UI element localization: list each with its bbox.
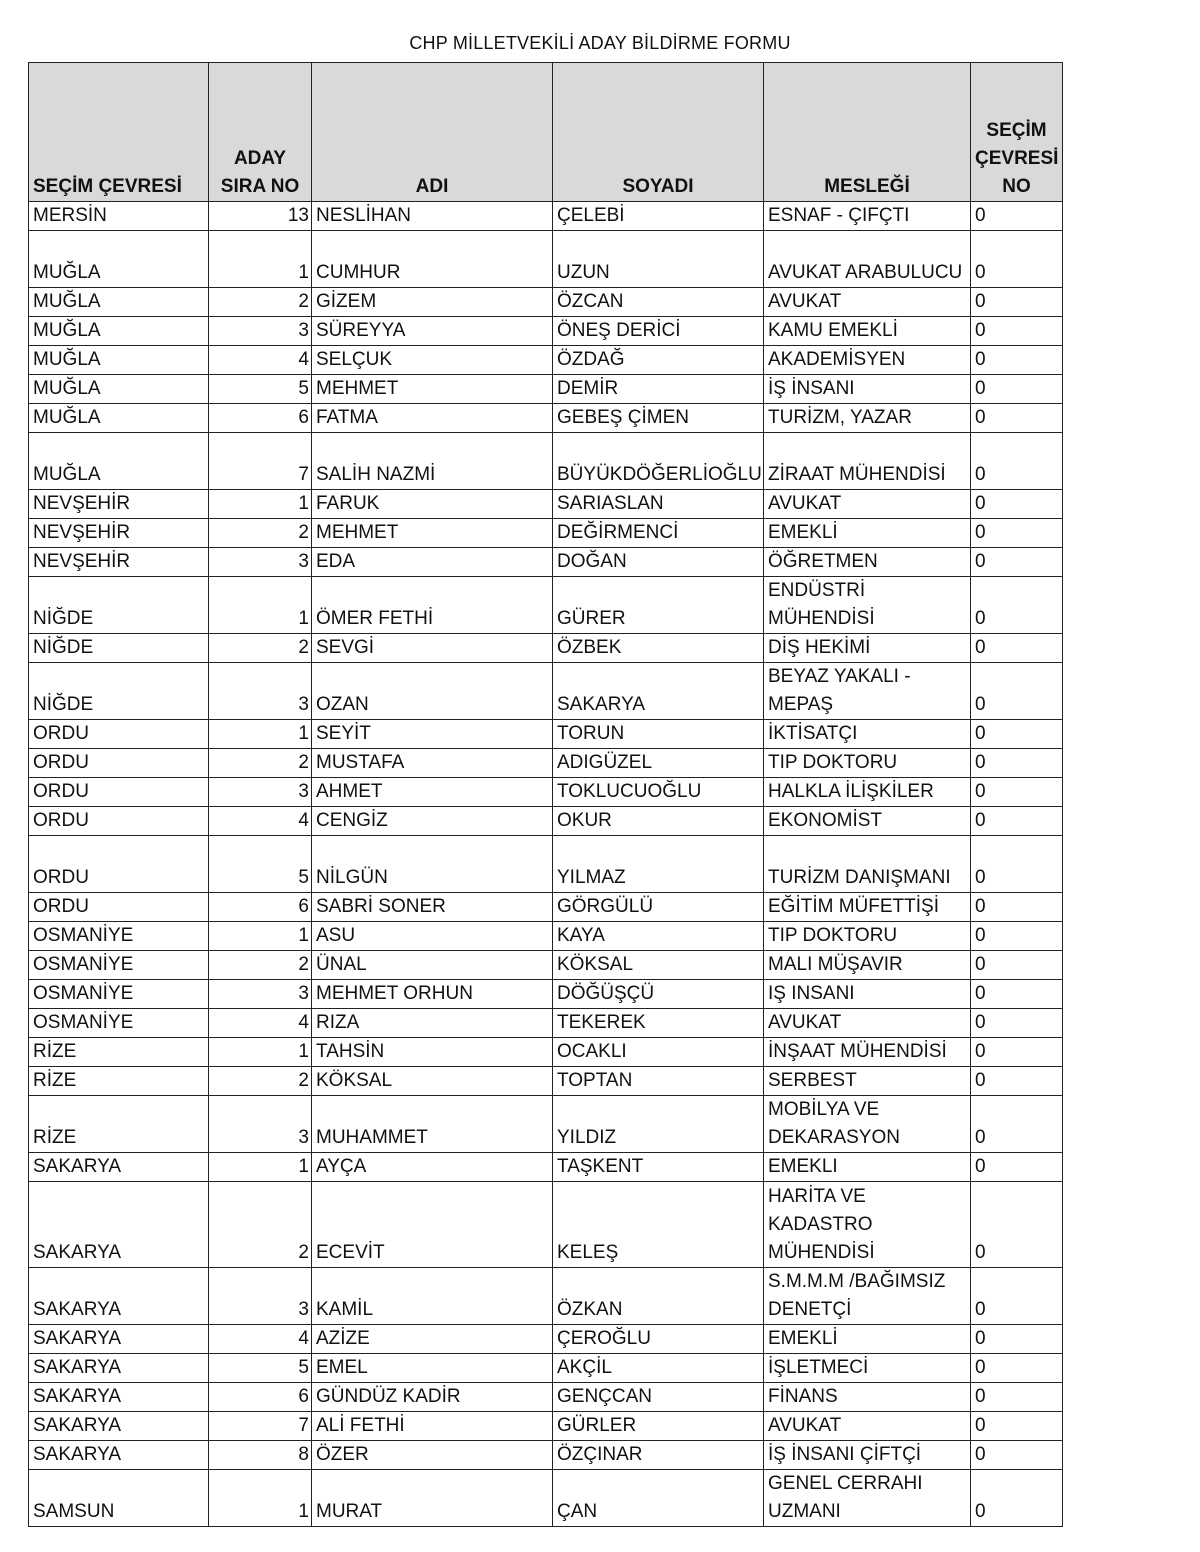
table-row: [29, 1440, 1063, 1469]
cell-adi: FARUK: [312, 490, 553, 519]
cell-secim-cevresi: NİĞDE: [29, 634, 209, 663]
cell-secim-cevresi-no: 0: [971, 202, 1063, 231]
cell-soyadi: ADIGÜZEL: [553, 749, 764, 778]
header-meslegi: MESLEĞİ: [764, 63, 971, 202]
cell-soyadi: UZUN: [553, 231, 764, 288]
table-row: [29, 951, 1063, 980]
table-row: [29, 1182, 1063, 1268]
cell-adi: SÜREYYA: [312, 317, 553, 346]
cell-soyadi: OKUR: [553, 807, 764, 836]
table-row: [29, 807, 1063, 836]
cell-soyadi: GÖRGÜLÜ: [553, 893, 764, 922]
cell-secim-cevresi: RİZE: [29, 1038, 209, 1067]
cell-secim-cevresi-no: 0: [971, 1182, 1063, 1268]
cell-secim-cevresi: NEVŞEHİR: [29, 490, 209, 519]
cell-secim-cevresi-no: 0: [971, 288, 1063, 317]
cell-adi: ALİ FETHİ: [312, 1411, 553, 1440]
cell-soyadi: BÜYÜKDÖĞERLİOĞLU: [553, 433, 764, 490]
cell-adi: ÖMER FETHİ: [312, 577, 553, 634]
cell-secim-cevresi-no: 0: [971, 778, 1063, 807]
cell-secim-cevresi-no: 0: [971, 1382, 1063, 1411]
cell-secim-cevresi: MUĞLA: [29, 231, 209, 288]
cell-meslegi: EKONOMİST: [764, 807, 971, 836]
cell-secim-cevresi: SAKARYA: [29, 1353, 209, 1382]
cell-meslegi: TURİZM DANIŞMANI: [764, 836, 971, 893]
cell-secim-cevresi-no: 0: [971, 317, 1063, 346]
cell-adi: SABRİ SONER: [312, 893, 553, 922]
cell-secim-cevresi: RİZE: [29, 1067, 209, 1096]
cell-aday-sira-no: 5: [209, 836, 312, 893]
cell-meslegi: ÖĞRETMEN: [764, 548, 971, 577]
cell-secim-cevresi: OSMANİYE: [29, 922, 209, 951]
cell-aday-sira-no: 1: [209, 720, 312, 749]
cell-secim-cevresi: SAKARYA: [29, 1382, 209, 1411]
cell-secim-cevresi-no: 0: [971, 634, 1063, 663]
cell-secim-cevresi-no: 0: [971, 577, 1063, 634]
table-row: [29, 519, 1063, 548]
cell-adi: SALİH NAZMİ: [312, 433, 553, 490]
cell-aday-sira-no: 3: [209, 663, 312, 720]
cell-meslegi: İNŞAAT MÜHENDİSİ: [764, 1038, 971, 1067]
cell-secim-cevresi: OSMANİYE: [29, 951, 209, 980]
cell-adi: SELÇUK: [312, 346, 553, 375]
header-adi: ADI: [312, 63, 553, 202]
cell-aday-sira-no: 5: [209, 1353, 312, 1382]
cell-secim-cevresi: ORDU: [29, 749, 209, 778]
cell-secim-cevresi: NEVŞEHİR: [29, 519, 209, 548]
table-body: [29, 202, 1063, 1527]
cell-secim-cevresi-no: 0: [971, 1038, 1063, 1067]
cell-aday-sira-no: 3: [209, 980, 312, 1009]
cell-soyadi: ÇELEBİ: [553, 202, 764, 231]
cell-secim-cevresi: ORDU: [29, 720, 209, 749]
cell-adi: MEHMET: [312, 375, 553, 404]
form-title: CHP MİLLETVEKİLİ ADAY BİLDİRME FORMU: [409, 33, 791, 53]
cell-soyadi: TOPTAN: [553, 1067, 764, 1096]
cell-aday-sira-no: 1: [209, 922, 312, 951]
cell-soyadi: YILDIZ: [553, 1096, 764, 1153]
cell-secim-cevresi-no: 0: [971, 490, 1063, 519]
cell-soyadi: ÖZKAN: [553, 1267, 764, 1324]
cell-secim-cevresi: SAMSUN: [29, 1469, 209, 1526]
cell-adi: ASU: [312, 922, 553, 951]
cell-soyadi: YILMAZ: [553, 836, 764, 893]
cell-soyadi: ÇAN: [553, 1469, 764, 1526]
cell-secim-cevresi-no: 0: [971, 893, 1063, 922]
cell-adi: ÖZER: [312, 1440, 553, 1469]
cell-aday-sira-no: 2: [209, 1067, 312, 1096]
cell-soyadi: KAYA: [553, 922, 764, 951]
cell-aday-sira-no: 5: [209, 375, 312, 404]
table-row: [29, 1096, 1063, 1153]
cell-meslegi: TIP DOKTORU: [764, 922, 971, 951]
cell-secim-cevresi-no: 0: [971, 1067, 1063, 1096]
table-row: [29, 663, 1063, 720]
cell-meslegi: EMEKLİ: [764, 519, 971, 548]
table-row: [29, 634, 1063, 663]
header-secim-cevresi: SEÇİM ÇEVRESİ: [29, 63, 209, 202]
cell-soyadi: DÖĞÜŞÇÜ: [553, 980, 764, 1009]
cell-adi: AZİZE: [312, 1324, 553, 1353]
table-row: [29, 1469, 1063, 1526]
cell-adi: CENGİZ: [312, 807, 553, 836]
cell-meslegi: DİŞ HEKİMİ: [764, 634, 971, 663]
cell-aday-sira-no: 2: [209, 749, 312, 778]
cell-soyadi: KELEŞ: [553, 1182, 764, 1268]
cell-meslegi: AVUKAT ARABULUCU: [764, 231, 971, 288]
table-row: [29, 1067, 1063, 1096]
cell-secim-cevresi-no: 0: [971, 548, 1063, 577]
cell-adi: MUHAMMET: [312, 1096, 553, 1153]
cell-secim-cevresi-no: 0: [971, 1469, 1063, 1526]
cell-meslegi: KAMU EMEKLİ: [764, 317, 971, 346]
cell-meslegi: BEYAZ YAKALI - MEPAŞ: [764, 663, 971, 720]
header-aday-sira-no: ADAY SIRA NO: [209, 63, 312, 202]
cell-soyadi: ÖNEŞ DERİCİ: [553, 317, 764, 346]
cell-meslegi: EĞİTİM MÜFETTİŞİ: [764, 893, 971, 922]
table-row: [29, 433, 1063, 490]
table-row: [29, 836, 1063, 893]
cell-secim-cevresi: MUĞLA: [29, 288, 209, 317]
table-header-row: [29, 63, 1063, 202]
cell-meslegi: HARİTA VE KADASTRO MÜHENDİSİ: [764, 1182, 971, 1268]
cell-secim-cevresi: RİZE: [29, 1096, 209, 1153]
cell-secim-cevresi: ORDU: [29, 778, 209, 807]
cell-soyadi: KÖKSAL: [553, 951, 764, 980]
cell-meslegi: SERBEST: [764, 1067, 971, 1096]
cell-aday-sira-no: 1: [209, 1038, 312, 1067]
cell-secim-cevresi: OSMANİYE: [29, 1009, 209, 1038]
cell-aday-sira-no: 3: [209, 548, 312, 577]
cell-secim-cevresi-no: 0: [971, 1440, 1063, 1469]
cell-secim-cevresi-no: 0: [971, 404, 1063, 433]
cell-adi: ECEVİT: [312, 1182, 553, 1268]
cell-secim-cevresi: ORDU: [29, 893, 209, 922]
cell-soyadi: DEMİR: [553, 375, 764, 404]
cell-aday-sira-no: 1: [209, 1469, 312, 1526]
cell-aday-sira-no: 6: [209, 893, 312, 922]
table-row: [29, 577, 1063, 634]
table-row: [29, 288, 1063, 317]
cell-adi: MEHMET ORHUN: [312, 980, 553, 1009]
cell-aday-sira-no: 7: [209, 433, 312, 490]
cell-aday-sira-no: 1: [209, 1153, 312, 1182]
cell-secim-cevresi: SAKARYA: [29, 1440, 209, 1469]
cell-adi: GÜNDÜZ KADİR: [312, 1382, 553, 1411]
cell-aday-sira-no: 2: [209, 519, 312, 548]
cell-secim-cevresi: SAKARYA: [29, 1411, 209, 1440]
cell-adi: ÜNAL: [312, 951, 553, 980]
cell-secim-cevresi: MUĞLA: [29, 433, 209, 490]
table-row: [29, 749, 1063, 778]
cell-aday-sira-no: 13: [209, 202, 312, 231]
cell-aday-sira-no: 4: [209, 807, 312, 836]
cell-soyadi: DEĞİRMENCİ: [553, 519, 764, 548]
cell-secim-cevresi: SAKARYA: [29, 1324, 209, 1353]
cell-secim-cevresi: NEVŞEHİR: [29, 548, 209, 577]
cell-adi: OZAN: [312, 663, 553, 720]
cell-meslegi: TURİZM, YAZAR: [764, 404, 971, 433]
cell-meslegi: İŞ İNSANI ÇİFTÇİ: [764, 1440, 971, 1469]
cell-secim-cevresi-no: 0: [971, 1411, 1063, 1440]
table-row: [29, 1038, 1063, 1067]
table-row: [29, 1324, 1063, 1353]
cell-secim-cevresi-no: 0: [971, 433, 1063, 490]
table-row: [29, 202, 1063, 231]
cell-aday-sira-no: 1: [209, 577, 312, 634]
cell-soyadi: ÖZÇINAR: [553, 1440, 764, 1469]
cell-adi: EMEL: [312, 1353, 553, 1382]
cell-secim-cevresi-no: 0: [971, 749, 1063, 778]
cell-meslegi: GENEL CERRAHI UZMANI: [764, 1469, 971, 1526]
cell-adi: AYÇA: [312, 1153, 553, 1182]
table-row: [29, 1353, 1063, 1382]
cell-soyadi: TOKLUCUOĞLU: [553, 778, 764, 807]
cell-secim-cevresi-no: 0: [971, 231, 1063, 288]
cell-aday-sira-no: 1: [209, 490, 312, 519]
cell-soyadi: OCAKLI: [553, 1038, 764, 1067]
cell-aday-sira-no: 4: [209, 346, 312, 375]
cell-aday-sira-no: 7: [209, 1411, 312, 1440]
cell-secim-cevresi: MUĞLA: [29, 346, 209, 375]
cell-secim-cevresi: NİĞDE: [29, 577, 209, 634]
cell-meslegi: AVUKAT: [764, 1411, 971, 1440]
table-row: [29, 231, 1063, 288]
cell-adi: EDA: [312, 548, 553, 577]
cell-aday-sira-no: 2: [209, 951, 312, 980]
cell-soyadi: ÖZCAN: [553, 288, 764, 317]
cell-secim-cevresi-no: 0: [971, 1153, 1063, 1182]
cell-secim-cevresi: NİĞDE: [29, 663, 209, 720]
cell-meslegi: AVUKAT: [764, 288, 971, 317]
cell-soyadi: GEBEŞ ÇİMEN: [553, 404, 764, 433]
cell-aday-sira-no: 2: [209, 1182, 312, 1268]
cell-adi: FATMA: [312, 404, 553, 433]
cell-adi: MUSTAFA: [312, 749, 553, 778]
cell-aday-sira-no: 3: [209, 1096, 312, 1153]
cell-secim-cevresi-no: 0: [971, 1267, 1063, 1324]
cell-secim-cevresi-no: 0: [971, 375, 1063, 404]
cell-adi: SEYİT: [312, 720, 553, 749]
candidate-table: [28, 62, 1063, 1527]
cell-meslegi: AKADEMİSYEN: [764, 346, 971, 375]
cell-secim-cevresi: MUĞLA: [29, 404, 209, 433]
cell-meslegi: ESNAF - ÇIFÇTI: [764, 202, 971, 231]
cell-soyadi: GENÇCAN: [553, 1382, 764, 1411]
table-row: [29, 375, 1063, 404]
cell-aday-sira-no: 6: [209, 404, 312, 433]
cell-secim-cevresi: SAKARYA: [29, 1267, 209, 1324]
cell-adi: TAHSİN: [312, 1038, 553, 1067]
cell-soyadi: DOĞAN: [553, 548, 764, 577]
header-soyadi: SOYADI: [553, 63, 764, 202]
cell-adi: MEHMET: [312, 519, 553, 548]
cell-secim-cevresi: SAKARYA: [29, 1182, 209, 1268]
cell-secim-cevresi-no: 0: [971, 1353, 1063, 1382]
table-row: [29, 778, 1063, 807]
cell-meslegi: TIP DOKTORU: [764, 749, 971, 778]
table-row: [29, 1382, 1063, 1411]
cell-soyadi: GÜRLER: [553, 1411, 764, 1440]
table-row: [29, 1153, 1063, 1182]
cell-meslegi: ZİRAAT MÜHENDİSİ: [764, 433, 971, 490]
cell-secim-cevresi-no: 0: [971, 980, 1063, 1009]
cell-secim-cevresi-no: 0: [971, 663, 1063, 720]
header-secim-cevresi-no: SEÇİM ÇEVRESİ NO: [971, 63, 1063, 202]
cell-meslegi: HALKLA İLİŞKİLER: [764, 778, 971, 807]
cell-meslegi: IŞ INSANI: [764, 980, 971, 1009]
cell-secim-cevresi-no: 0: [971, 1009, 1063, 1038]
cell-meslegi: İKTİSATÇI: [764, 720, 971, 749]
cell-secim-cevresi: ORDU: [29, 836, 209, 893]
cell-secim-cevresi-no: 0: [971, 1324, 1063, 1353]
cell-soyadi: SARIASLAN: [553, 490, 764, 519]
cell-aday-sira-no: 3: [209, 778, 312, 807]
table-row: [29, 317, 1063, 346]
cell-secim-cevresi-no: 0: [971, 922, 1063, 951]
cell-meslegi: EMEKLI: [764, 1153, 971, 1182]
cell-secim-cevresi: MUĞLA: [29, 317, 209, 346]
cell-adi: NESLİHAN: [312, 202, 553, 231]
table-row: [29, 404, 1063, 433]
cell-meslegi: İŞ İNSANI: [764, 375, 971, 404]
cell-secim-cevresi: MERSİN: [29, 202, 209, 231]
cell-secim-cevresi: ORDU: [29, 807, 209, 836]
cell-meslegi: EMEKLİ: [764, 1324, 971, 1353]
cell-adi: AHMET: [312, 778, 553, 807]
cell-secim-cevresi-no: 0: [971, 1096, 1063, 1153]
cell-soyadi: TAŞKENT: [553, 1153, 764, 1182]
table-row: [29, 548, 1063, 577]
table-row: [29, 346, 1063, 375]
cell-aday-sira-no: 8: [209, 1440, 312, 1469]
cell-meslegi: AVUKAT: [764, 1009, 971, 1038]
cell-secim-cevresi-no: 0: [971, 346, 1063, 375]
table-row: [29, 1411, 1063, 1440]
cell-secim-cevresi-no: 0: [971, 807, 1063, 836]
cell-aday-sira-no: 2: [209, 288, 312, 317]
cell-soyadi: SAKARYA: [553, 663, 764, 720]
cell-aday-sira-no: 4: [209, 1324, 312, 1353]
cell-meslegi: AVUKAT: [764, 490, 971, 519]
cell-adi: KÖKSAL: [312, 1067, 553, 1096]
cell-aday-sira-no: 1: [209, 231, 312, 288]
cell-soyadi: AKÇİL: [553, 1353, 764, 1382]
table-row: [29, 980, 1063, 1009]
cell-secim-cevresi: MUĞLA: [29, 375, 209, 404]
cell-secim-cevresi: OSMANİYE: [29, 980, 209, 1009]
cell-soyadi: ÖZBEK: [553, 634, 764, 663]
cell-meslegi: FİNANS: [764, 1382, 971, 1411]
cell-adi: NİLGÜN: [312, 836, 553, 893]
table-row: [29, 893, 1063, 922]
cell-soyadi: TEKEREK: [553, 1009, 764, 1038]
cell-adi: GİZEM: [312, 288, 553, 317]
cell-meslegi: MOBİLYA VE DEKARASYON: [764, 1096, 971, 1153]
cell-secim-cevresi-no: 0: [971, 720, 1063, 749]
cell-meslegi: MALI MÜŞAVIR: [764, 951, 971, 980]
table-row: [29, 720, 1063, 749]
cell-adi: CUMHUR: [312, 231, 553, 288]
cell-soyadi: GÜRER: [553, 577, 764, 634]
cell-aday-sira-no: 2: [209, 634, 312, 663]
cell-adi: SEVGİ: [312, 634, 553, 663]
cell-soyadi: TORUN: [553, 720, 764, 749]
cell-meslegi: İŞLETMECİ: [764, 1353, 971, 1382]
cell-secim-cevresi-no: 0: [971, 836, 1063, 893]
cell-secim-cevresi: SAKARYA: [29, 1153, 209, 1182]
cell-meslegi: ENDÜSTRİ MÜHENDİSİ: [764, 577, 971, 634]
table-row: [29, 922, 1063, 951]
cell-aday-sira-no: 3: [209, 317, 312, 346]
cell-soyadi: ÇEROĞLU: [553, 1324, 764, 1353]
cell-aday-sira-no: 4: [209, 1009, 312, 1038]
cell-aday-sira-no: 3: [209, 1267, 312, 1324]
cell-adi: RIZA: [312, 1009, 553, 1038]
cell-adi: KAMİL: [312, 1267, 553, 1324]
cell-soyadi: ÖZDAĞ: [553, 346, 764, 375]
cell-secim-cevresi-no: 0: [971, 951, 1063, 980]
cell-meslegi: S.M.M.M /BAĞIMSIZ DENETÇİ: [764, 1267, 971, 1324]
table-row: [29, 1009, 1063, 1038]
cell-secim-cevresi-no: 0: [971, 519, 1063, 548]
cell-adi: MURAT: [312, 1469, 553, 1526]
table-row: [29, 490, 1063, 519]
table-row: [29, 1267, 1063, 1324]
cell-aday-sira-no: 6: [209, 1382, 312, 1411]
